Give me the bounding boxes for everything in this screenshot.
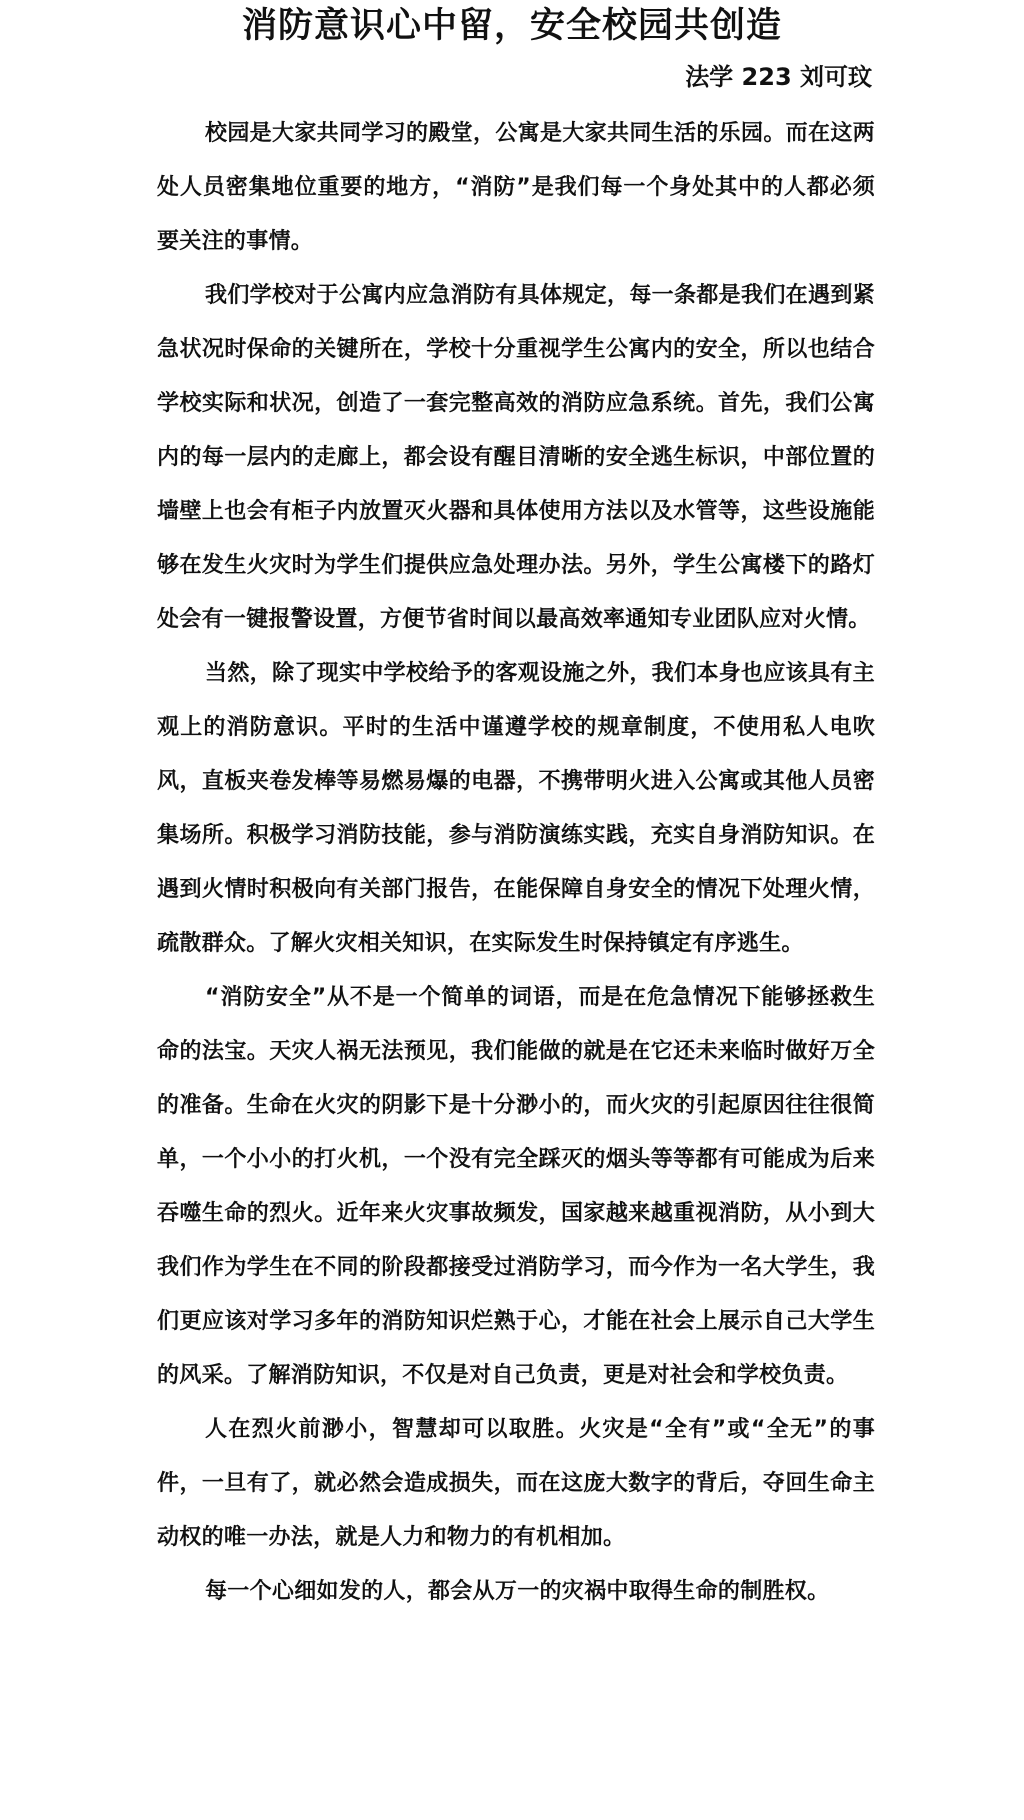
essay-body xyxy=(157,107,875,1619)
paragraph: 当然，除了现实中学校给予的客观设施之外，我们本身也应该具有主观上的消防意识。平时的生活中谨遵学校的规章制度，不使用私人电吹风，直板夹卷发棒等易燃易爆的电器，不携带明火进入公寓或其他人员密集场所。积极学习消防技能，参与消防演练实践，充实自身消防知识。在遇到火情时积极向有关部门报告，在能保障自身安全的情况下处理火情，疏散群众。了解火灾相关知识，在实际发生时保持镇定有序逃生。 xyxy=(157,661,875,956)
author-line: 法学 223 刘可玟 xyxy=(685,63,872,91)
paragraph: 每一个心细如发的人，都会从万一的灾祸中取得生命的制胜权。 xyxy=(205,1579,830,1604)
paragraph: 校园是大家共同学习的殿堂，公寓是大家共同生活的乐园。而在这两处人员密集地位重要的地方，“消防”是我们每一个身处其中的人都必须要关注的事情。 xyxy=(157,121,875,254)
document-title: 消防意识心中留，安全校园共创造 xyxy=(241,6,782,46)
paragraph: “消防安全”从不是一个简单的词语，而是在危急情况下能够拯救生命的法宝。天灾人祸无法预见，我们能做的就是在它还未来临时做好万全的准备。生命在火灾的阴影下是十分渺小的，而火灾的引起原因往往很简单，一个小小的打火机，一个没有完全踩灭的烟头等等都有可能成为后来吞噬生命的烈火。近年来火灾事故频发，国家越来越重视消防，从小到大我们作为学生在不同的阶段都接受过消防学习，而今作为一名大学生，我们更应该对学习多年的消防知识烂熟于心，才能在社会上展示自己大学生的风采。了解消防知识，不仅是对自己负责，更是对社会和学校负责。 xyxy=(157,985,875,1388)
paragraph: 我们学校对于公寓内应急消防有具体规定，每一条都是我们在遇到紧急状况时保命的关键所在，学校十分重视学生公寓内的安全，所以也结合学校实际和状况，创造了一套完整高效的消防应急系统。首先，我们公寓内的每一层内的走廊上，都会设有醒目清晰的安全逃生标识，中部位置的墙壁上也会有柜子内放置灭火器和具体使用方法以及水管等，这些设施能够在发生火灾时为学生们提供应急处理办法。另外，学生公寓楼下的路灯处会有一键报警设置，方便节省时间以最高效率通知专业团队应对火情。 xyxy=(157,283,875,632)
paragraph: 人在烈火前渺小，智慧却可以取胜。火灾是“全有”或“全无”的事件，一旦有了，就必然会造成损失，而在这庞大数字的背后，夺回生命主动权的唯一办法，就是人力和物力的有机相加。 xyxy=(157,1417,875,1550)
